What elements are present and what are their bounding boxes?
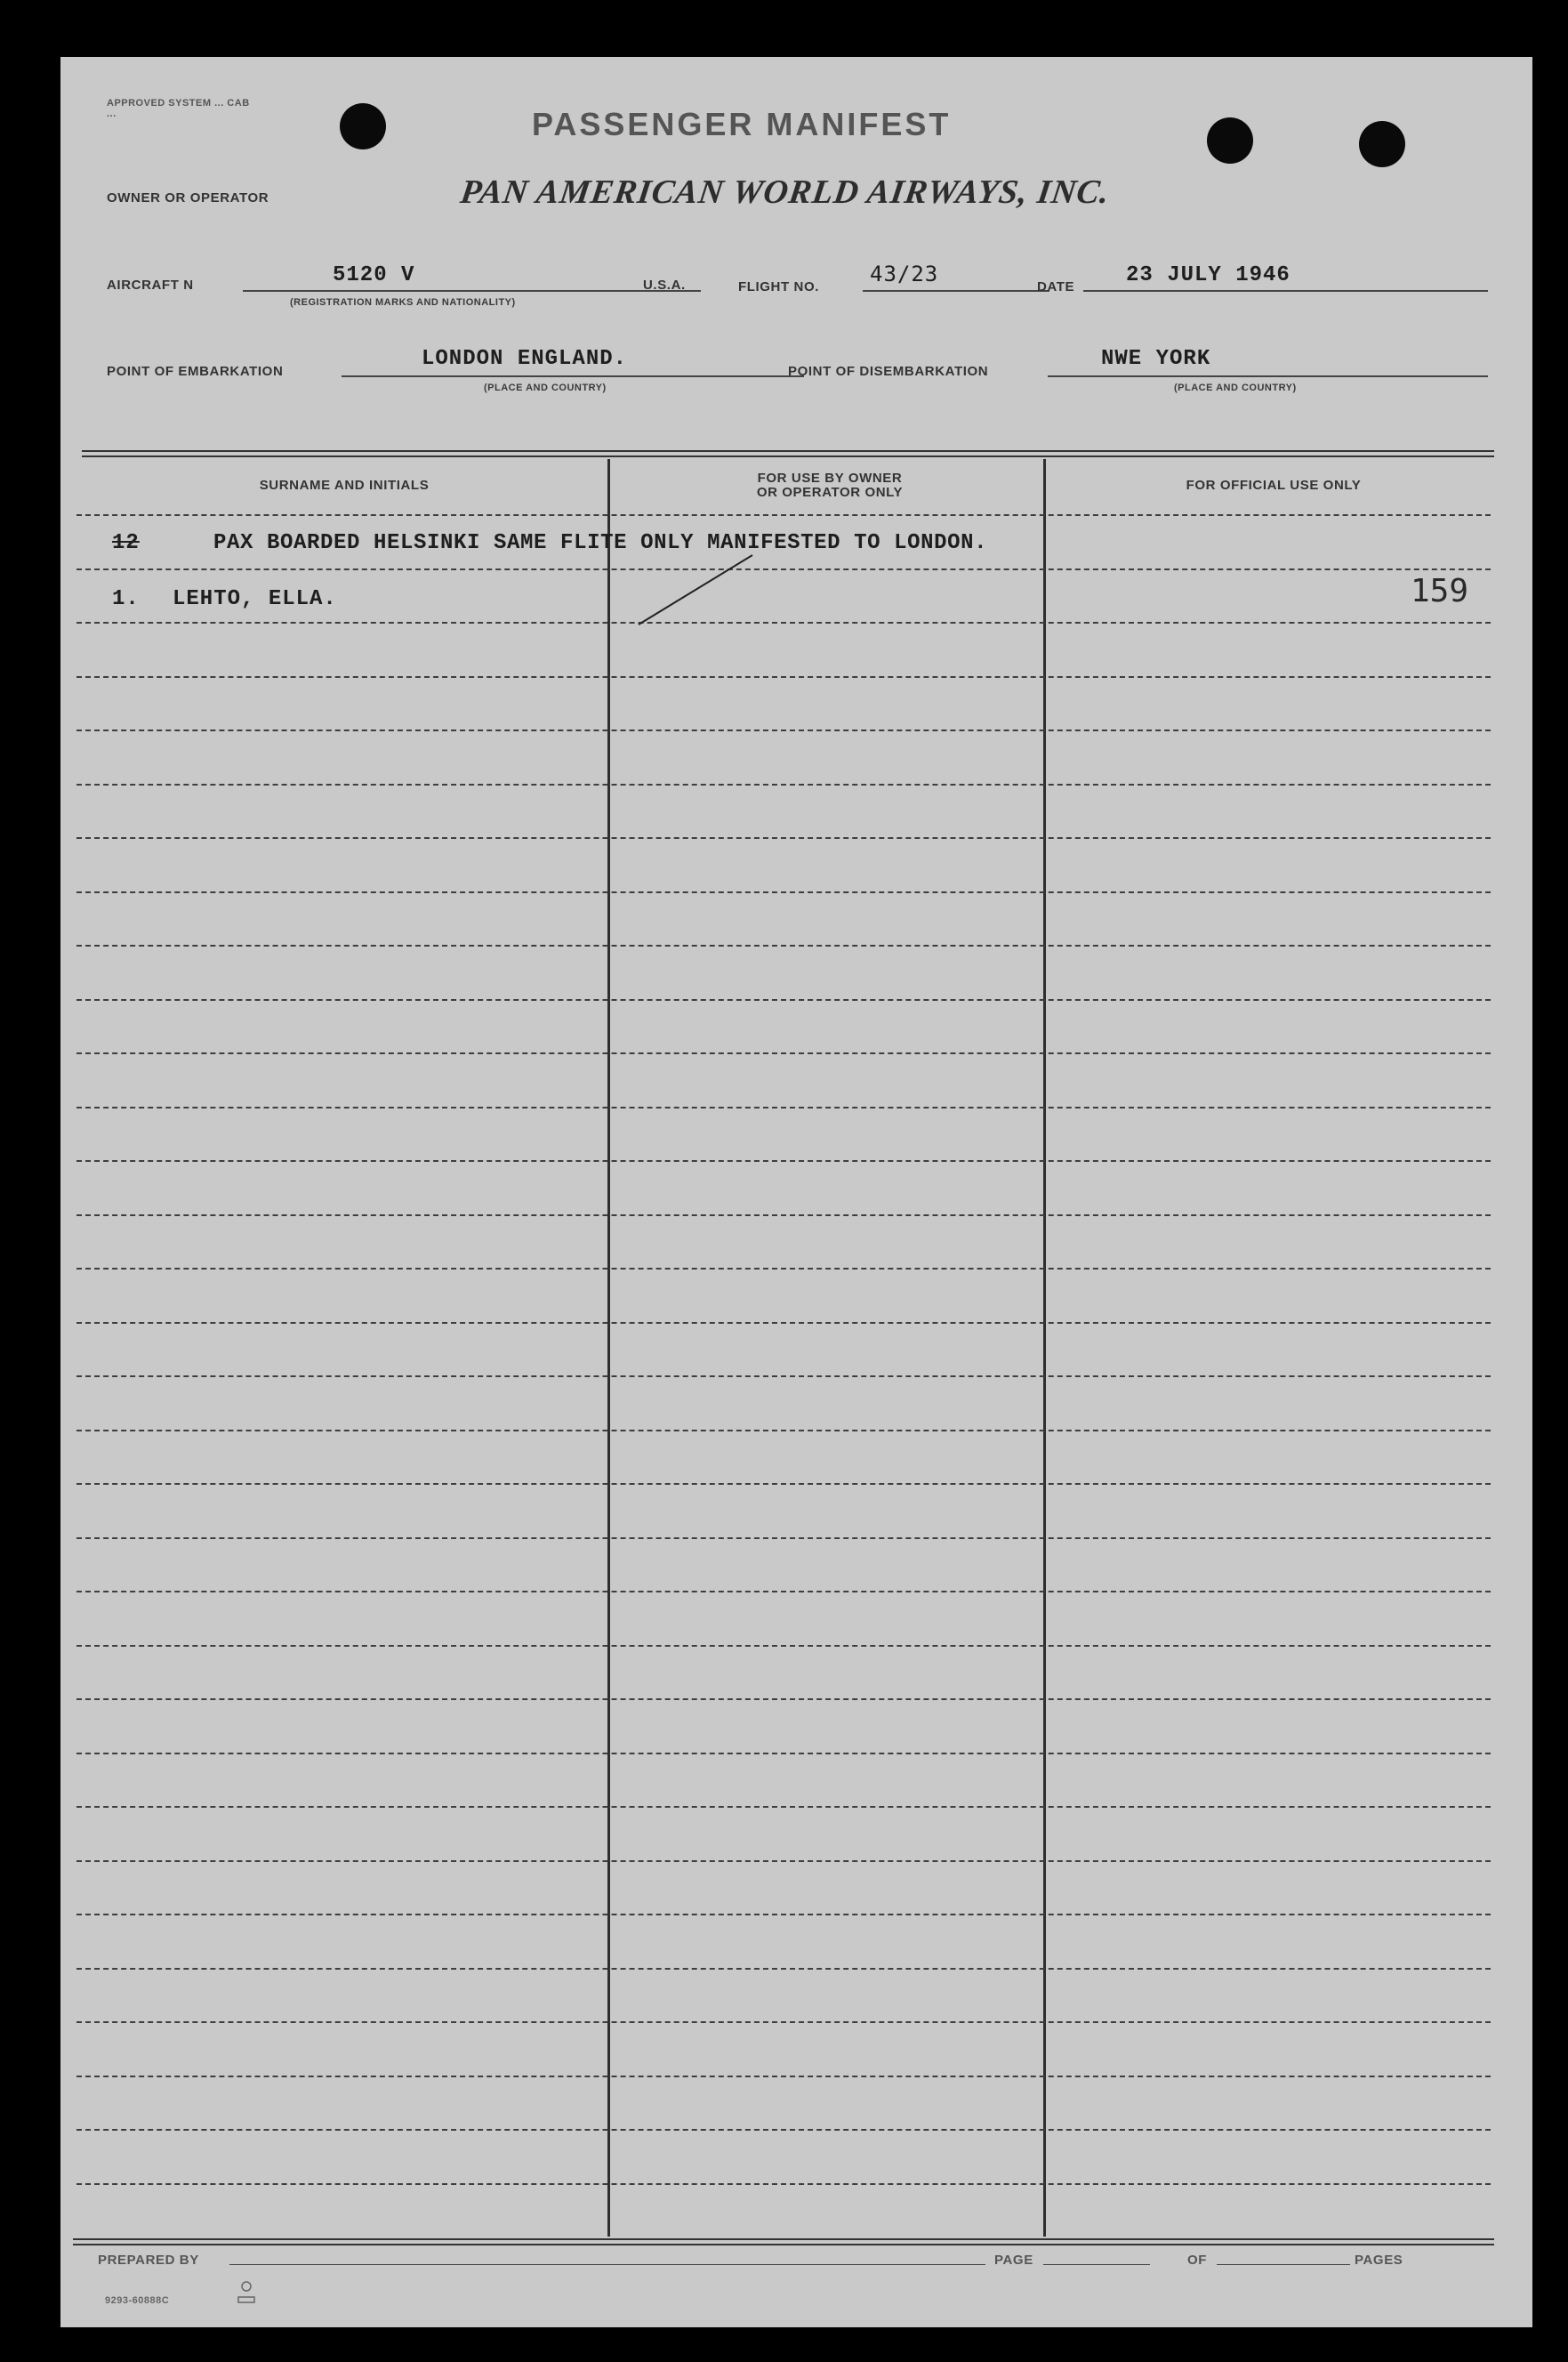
date-value: 23 JULY 1946 bbox=[1126, 263, 1291, 287]
ruled-line bbox=[76, 1860, 1491, 1862]
disembarkation-label: POINT OF DISEMBARKATION bbox=[788, 364, 989, 379]
punch-hole-right bbox=[1359, 121, 1405, 167]
ruled-line bbox=[76, 1753, 1491, 1754]
page-underline bbox=[1043, 2264, 1150, 2265]
page-title: PASSENGER MANIFEST bbox=[532, 106, 952, 142]
ruled-line bbox=[76, 891, 1491, 893]
pages-label: PAGES bbox=[1355, 2253, 1403, 2268]
date-label: DATE bbox=[1037, 279, 1075, 294]
ruled-line bbox=[76, 2076, 1491, 2077]
usa-label: U.S.A. bbox=[643, 278, 686, 293]
ruled-line bbox=[76, 1591, 1491, 1592]
flight-underline bbox=[863, 290, 1049, 292]
disembarkation-note: (PLACE AND COUNTRY) bbox=[1174, 383, 1297, 393]
ruled-line bbox=[76, 2129, 1491, 2131]
aircraft-label: AIRCRAFT N bbox=[107, 278, 194, 293]
form-code: 9293-60888C bbox=[105, 2295, 170, 2306]
ruled-line bbox=[76, 676, 1491, 678]
ruled-line bbox=[76, 1214, 1491, 1216]
of-label: OF bbox=[1187, 2253, 1208, 2268]
ruled-line bbox=[76, 1322, 1491, 1324]
punch-hole-left bbox=[340, 103, 386, 149]
embarkation-label: POINT OF EMBARKATION bbox=[107, 364, 284, 379]
prepared-by-label: PREPARED BY bbox=[98, 2253, 199, 2268]
passenger-1-official-number: 159 bbox=[1411, 573, 1469, 609]
note-text: PAX BOARDED HELSINKI SAME FLITE ONLY MANIFESTED TO LONDON. bbox=[213, 531, 988, 555]
ruled-line bbox=[76, 1914, 1491, 1915]
table-bottom-rule bbox=[73, 2238, 1494, 2245]
embarkation-note: (PLACE AND COUNTRY) bbox=[484, 383, 607, 393]
ruled-line bbox=[76, 1052, 1491, 1054]
flight-value: 43/23 bbox=[870, 262, 939, 286]
ruled-line bbox=[76, 2183, 1491, 2185]
column-header-official: FOR OFFICIAL USE ONLY bbox=[1186, 478, 1362, 493]
aircraft-value: 5120 V bbox=[333, 263, 415, 287]
ruled-line bbox=[76, 1107, 1491, 1108]
embarkation-value: LONDON ENGLAND. bbox=[422, 347, 628, 371]
ruled-line bbox=[76, 1160, 1491, 1162]
flight-label: FLIGHT NO. bbox=[738, 279, 819, 294]
prepared-by-underline bbox=[229, 2264, 985, 2265]
registration-note: (REGISTRATION MARKS AND NATIONALITY) bbox=[290, 297, 516, 308]
ruled-line bbox=[76, 945, 1491, 947]
table-top-rule bbox=[82, 450, 1494, 457]
ruled-line bbox=[76, 730, 1491, 731]
punch-hole-center bbox=[1207, 117, 1253, 164]
pen-stroke bbox=[576, 537, 790, 644]
embarkation-underline bbox=[342, 375, 804, 377]
ruled-line bbox=[76, 999, 1491, 1001]
column-divider-2 bbox=[1043, 459, 1046, 2237]
owner-value: PAN AMERICAN WORLD AIRWAYS, INC. bbox=[458, 173, 1113, 211]
ruled-line bbox=[76, 1537, 1491, 1539]
ruled-line bbox=[76, 837, 1491, 839]
column-header-owner-use-line1: FOR USE BY OWNER bbox=[757, 471, 903, 486]
approval-stamp: APPROVED SYSTEM ... CAB ... bbox=[107, 98, 250, 119]
ruled-line bbox=[76, 1968, 1491, 1970]
of-underline bbox=[1217, 2264, 1350, 2265]
column-header-owner-use bbox=[612, 472, 1048, 500]
ruled-line bbox=[76, 514, 1491, 516]
ruled-line bbox=[76, 1645, 1491, 1647]
printer-mark-icon bbox=[235, 2277, 258, 2308]
ruled-line bbox=[76, 1375, 1491, 1377]
ruled-line bbox=[76, 2021, 1491, 2023]
manifest-sheet bbox=[60, 57, 1532, 2327]
column-divider-1 bbox=[607, 459, 610, 2237]
page-label: PAGE bbox=[994, 2253, 1033, 2268]
disembarkation-value: NWE YORK bbox=[1101, 347, 1211, 371]
ruled-line bbox=[76, 1806, 1491, 1808]
ruled-line bbox=[76, 1483, 1491, 1485]
date-underline bbox=[1083, 290, 1488, 292]
aircraft-underline bbox=[243, 290, 701, 292]
ruled-line bbox=[76, 1698, 1491, 1700]
ruled-line bbox=[76, 1430, 1491, 1431]
owner-label: OWNER OR OPERATOR bbox=[107, 190, 269, 206]
note-prefix: 12 bbox=[112, 531, 140, 555]
passenger-1-number: 1. bbox=[112, 587, 140, 611]
ruled-line bbox=[76, 784, 1491, 786]
column-header-owner-use-line2: OR OPERATOR ONLY bbox=[756, 485, 904, 500]
passenger-1-name: LEHTO, ELLA. bbox=[173, 587, 337, 611]
disembarkation-underline bbox=[1048, 375, 1488, 377]
column-header-surname: SURNAME AND INITIALS bbox=[259, 478, 430, 493]
ruled-line bbox=[76, 1268, 1491, 1270]
